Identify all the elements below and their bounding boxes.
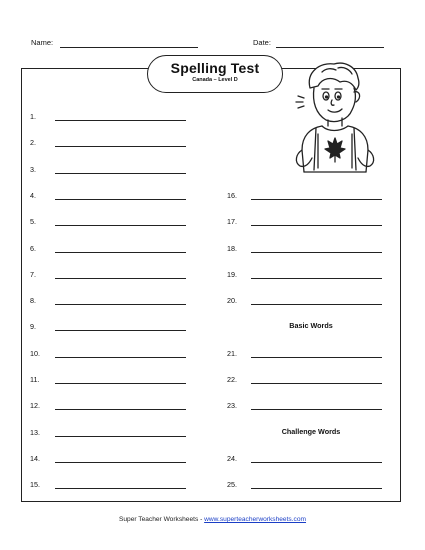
answer-line[interactable] (55, 462, 186, 463)
item-number: 24. (227, 453, 237, 463)
answer-line[interactable] (251, 252, 382, 253)
item-number: 19. (227, 269, 237, 279)
answer-line[interactable] (251, 409, 382, 410)
item-number: 6. (30, 243, 36, 253)
answer-line[interactable] (55, 357, 186, 358)
page-title: Spelling Test (170, 60, 260, 76)
item-number: 23. (227, 401, 237, 411)
footer-text: Super Teacher Worksheets - (118, 516, 205, 523)
date-label: Date: (253, 38, 271, 47)
item-number: 5. (30, 217, 36, 227)
item-number: 2. (30, 138, 36, 148)
item-number: 3. (30, 164, 36, 174)
answer-line[interactable] (55, 330, 186, 331)
footer (0, 516, 425, 523)
title-box (147, 55, 283, 93)
answer-line[interactable] (55, 252, 186, 253)
item-number: 7. (30, 269, 36, 279)
answer-line[interactable] (251, 383, 382, 384)
item-number: 11. (30, 375, 40, 384)
item-number: 4. (30, 190, 36, 200)
answer-line[interactable] (251, 199, 382, 200)
answer-line[interactable] (55, 120, 186, 121)
boy-canada-shirt-icon (286, 58, 386, 180)
item-number: 20. (227, 296, 237, 306)
item-number: 22. (227, 375, 237, 384)
date-field[interactable] (276, 47, 384, 48)
item-number: 8. (30, 296, 36, 306)
answer-line[interactable] (55, 304, 186, 305)
item-number: 9. (30, 322, 36, 332)
item-number: 16. (227, 190, 237, 200)
item-number: 18. (227, 243, 237, 253)
footer-link[interactable]: www.superteacherworksheets.com (204, 516, 307, 523)
answer-line[interactable] (251, 304, 382, 305)
name-label: Name: (31, 38, 54, 47)
challenge-words-heading: Challenge Words (281, 427, 341, 436)
answer-line[interactable] (55, 199, 186, 200)
answer-line[interactable] (55, 146, 186, 147)
answer-line[interactable] (55, 173, 186, 174)
answer-line[interactable] (55, 225, 186, 226)
name-field[interactable] (60, 47, 198, 48)
item-number: 10. (30, 348, 40, 358)
basic-words-heading: Basic Words (289, 321, 333, 330)
page-subtitle: Canada – Level D (192, 77, 238, 83)
item-number: 25. (227, 480, 237, 490)
answer-line[interactable] (251, 225, 382, 226)
answer-line[interactable] (55, 278, 186, 279)
answer-line[interactable] (251, 278, 382, 279)
item-number: 17. (227, 217, 237, 227)
answer-line[interactable] (251, 357, 382, 358)
answer-line[interactable] (55, 436, 186, 437)
answer-line[interactable] (55, 409, 186, 410)
answer-line[interactable] (55, 383, 186, 384)
item-number: 21. (227, 348, 237, 358)
answer-line[interactable] (251, 488, 382, 489)
item-number: 12. (30, 401, 40, 411)
item-number: 13. (30, 427, 40, 437)
item-number: 15. (30, 480, 40, 490)
answer-line[interactable] (55, 488, 186, 489)
item-number: 1. (30, 112, 36, 121)
item-number: 14. (30, 453, 40, 463)
answer-line[interactable] (251, 462, 382, 463)
